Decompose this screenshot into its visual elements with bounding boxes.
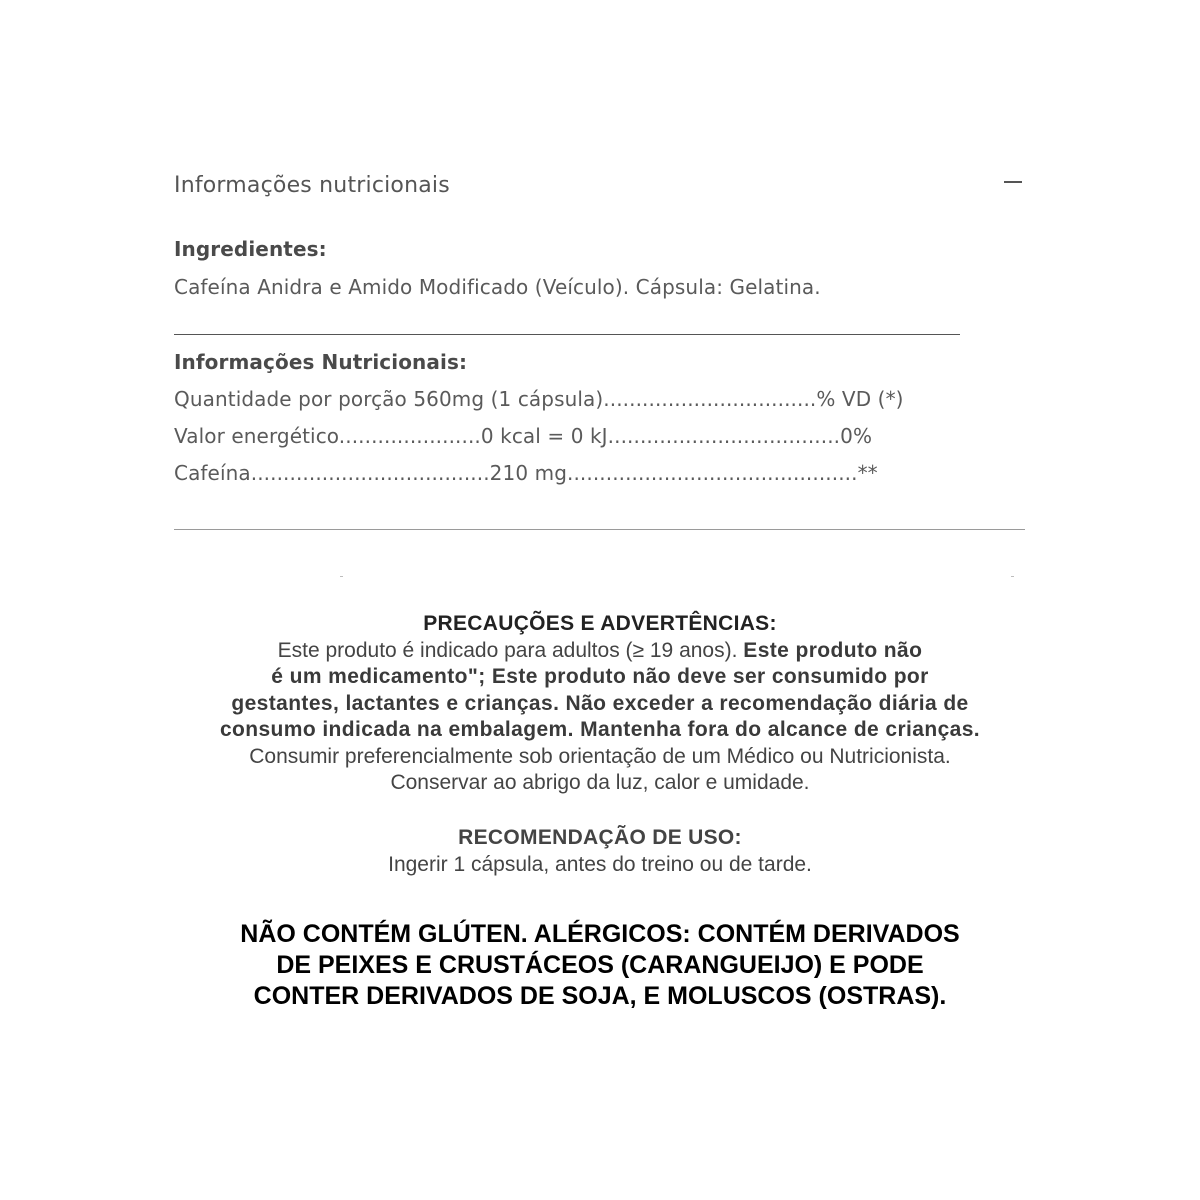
precautions-line-3: gestantes, lactantes e crianças. Não exceder a recomendação diária de xyxy=(231,691,969,715)
nutrition-row-serving: Quantidade por porção 560mg (1 cápsula).................................% VD (*) xyxy=(174,387,904,411)
nutrition-row-caffeine: Cafeína.....................................210 mg.............................................** xyxy=(174,461,878,485)
panel-title[interactable]: Informações nutricionais xyxy=(174,173,450,198)
precautions-line-6: Conservar ao abrigo da luz, calor e umidade. xyxy=(390,771,810,794)
allergen-line-3: CONTER DERIVADOS DE SOJA, E MOLUSCOS (OSTRAS). xyxy=(253,982,947,1010)
precautions-heading: PRECAUÇÕES E ADVERTÊNCIAS: xyxy=(423,612,777,635)
scan-speck xyxy=(340,576,343,577)
precautions-line-2: é um medicamento"; Este produto não deve ser consumido por xyxy=(271,665,929,688)
usage-text: Ingerir 1 cápsula, antes do treino ou de tarde. xyxy=(388,852,812,876)
allergen-warning-block xyxy=(100,919,1100,1012)
precautions-line-1-regular: Este produto é indicado para adultos (≥ 19 anos). xyxy=(277,638,744,662)
ingredients-text: Cafeína Anidra e Amido Modificado (Veículo). Cápsula: Gelatina. xyxy=(174,275,821,299)
usage-recommendation-block xyxy=(100,825,1100,878)
minus-icon[interactable] xyxy=(1004,181,1022,183)
allergen-line-2: DE PEIXES E CRUSTÁCEOS (CARANGUEIJO) E PODE xyxy=(276,951,924,979)
precautions-line-5: Consumir preferencialmente sob orientação de um Médico ou Nutricionista. xyxy=(249,744,951,768)
precautions-line-4: consumo indicada na embalagem. Mantenha fora do alcance de crianças. xyxy=(219,718,981,741)
nutrition-facts-heading: Informações Nutricionais: xyxy=(174,350,468,374)
precautions-block xyxy=(100,611,1100,797)
ingredients-heading: Ingredientes: xyxy=(174,237,327,261)
panel-divider xyxy=(174,529,1025,530)
precautions-line-1 xyxy=(100,638,1100,665)
precautions-line-1-bold: Este produto não xyxy=(743,638,923,662)
ingredients-separator xyxy=(174,334,960,335)
nutrition-row-energy: Valor energético......................0 kcal = 0 kJ....................................0% xyxy=(174,424,873,448)
allergen-line-1: NÃO CONTÉM GLÚTEN. ALÉRGICOS: CONTÉM DERIVADOS xyxy=(240,920,960,948)
usage-heading: RECOMENDAÇÃO DE USO: xyxy=(458,826,742,849)
scan-speck xyxy=(1011,576,1014,577)
